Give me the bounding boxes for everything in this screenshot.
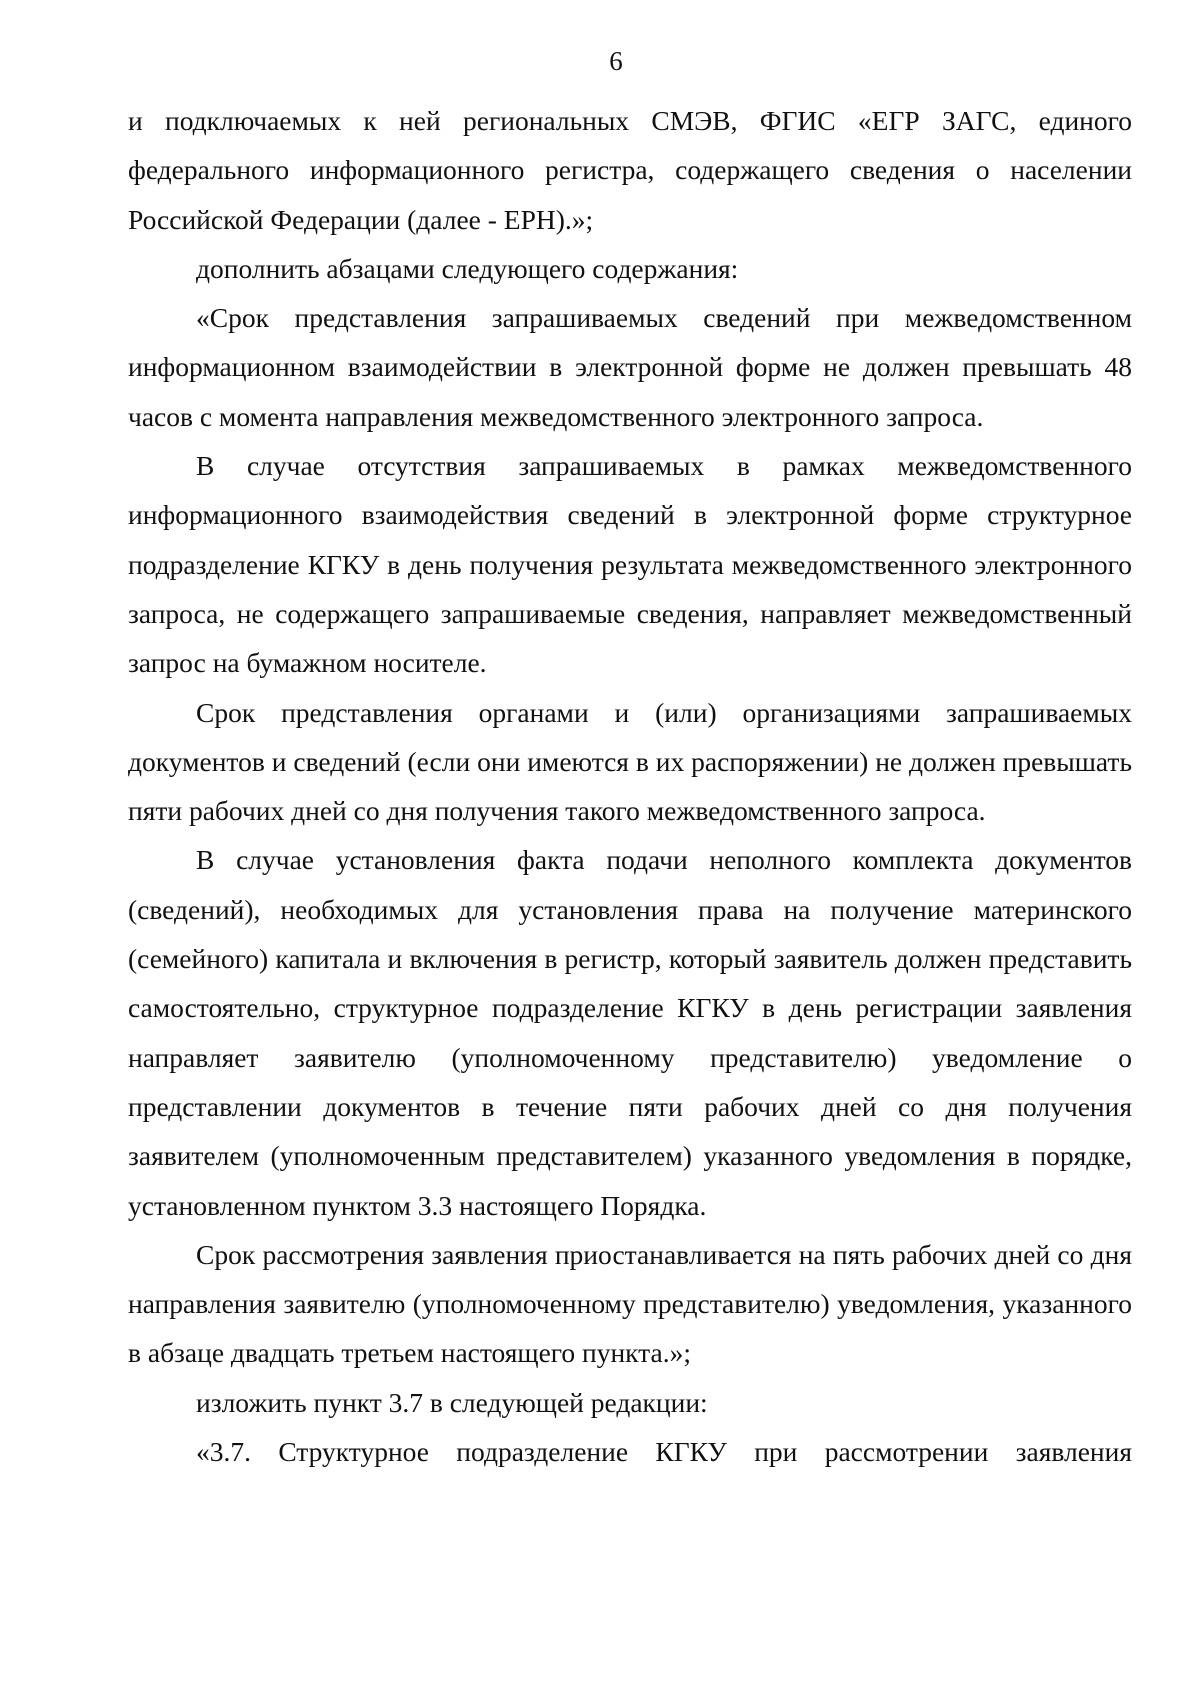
paragraph: «3.7. Структурное подразделение КГКУ при рассмотрении заявления: [196, 1436, 1132, 1468]
paragraph: «Срок представления запрашиваемых сведений при межведомственном информационном взаимодействии в электронной форме не должен превышать 48 часов с момента направления межведомственного электронного запроса.: [128, 302, 1132, 432]
document-body: [128, 96, 1132, 1476]
paragraph: В случае установления факта подачи неполного комплекта документов (сведений), необходимых для установления права на получение материнского (семейного) капитала и включения в регистр, который заявитель должен представить самостоятельно, структурное подразделение КГКУ в день регистрации заявления направляет заявителю (уполномоченному представителю) уведомление о представлении документов в течение пяти рабочих дней со дня получения заявителем (уполномоченным представителем) указанного уведомления в порядке, установленном пунктом 3.3 настоящего Порядка.: [128, 844, 1132, 1221]
page-number: 6: [609, 46, 623, 76]
paragraph: дополнить абзацами следующего содержания:: [196, 252, 739, 284]
paragraph: В случае отсутствия запрашиваемых в рамках межведомственного информационного взаимодействия сведений в электронной форме структурное подразделение КГКУ в день получения результата межведомственного электронного запроса, не содержащего запрашиваемые сведения, направляет межведомственный запрос на бумажном носителе.: [128, 450, 1132, 679]
paragraph: Срок рассмотрения заявления приостанавливается на пять рабочих дней со дня направления заявителю (уполномоченному представителю) уведомления, указанного в абзаце двадцать третьем настоящего пункта.»;: [128, 1238, 1132, 1369]
paragraph: Срок представления органами и (или) организациями запрашиваемых документов и сведений (если они имеются в их распоряжении) не должен превышать пяти рабочих дней со дня получения такого межведомственного запроса.: [128, 696, 1132, 827]
paragraph: изложить пункт 3.7 в следующей редакции:: [196, 1386, 708, 1418]
paragraph: и подключаемых к ней региональных СМЭВ, ФГИС «ЕГР ЗАГС, единого федерального информационного регистра, содержащего сведения о населении Российской Федерации (далее - ЕРН).»;: [128, 105, 1132, 235]
